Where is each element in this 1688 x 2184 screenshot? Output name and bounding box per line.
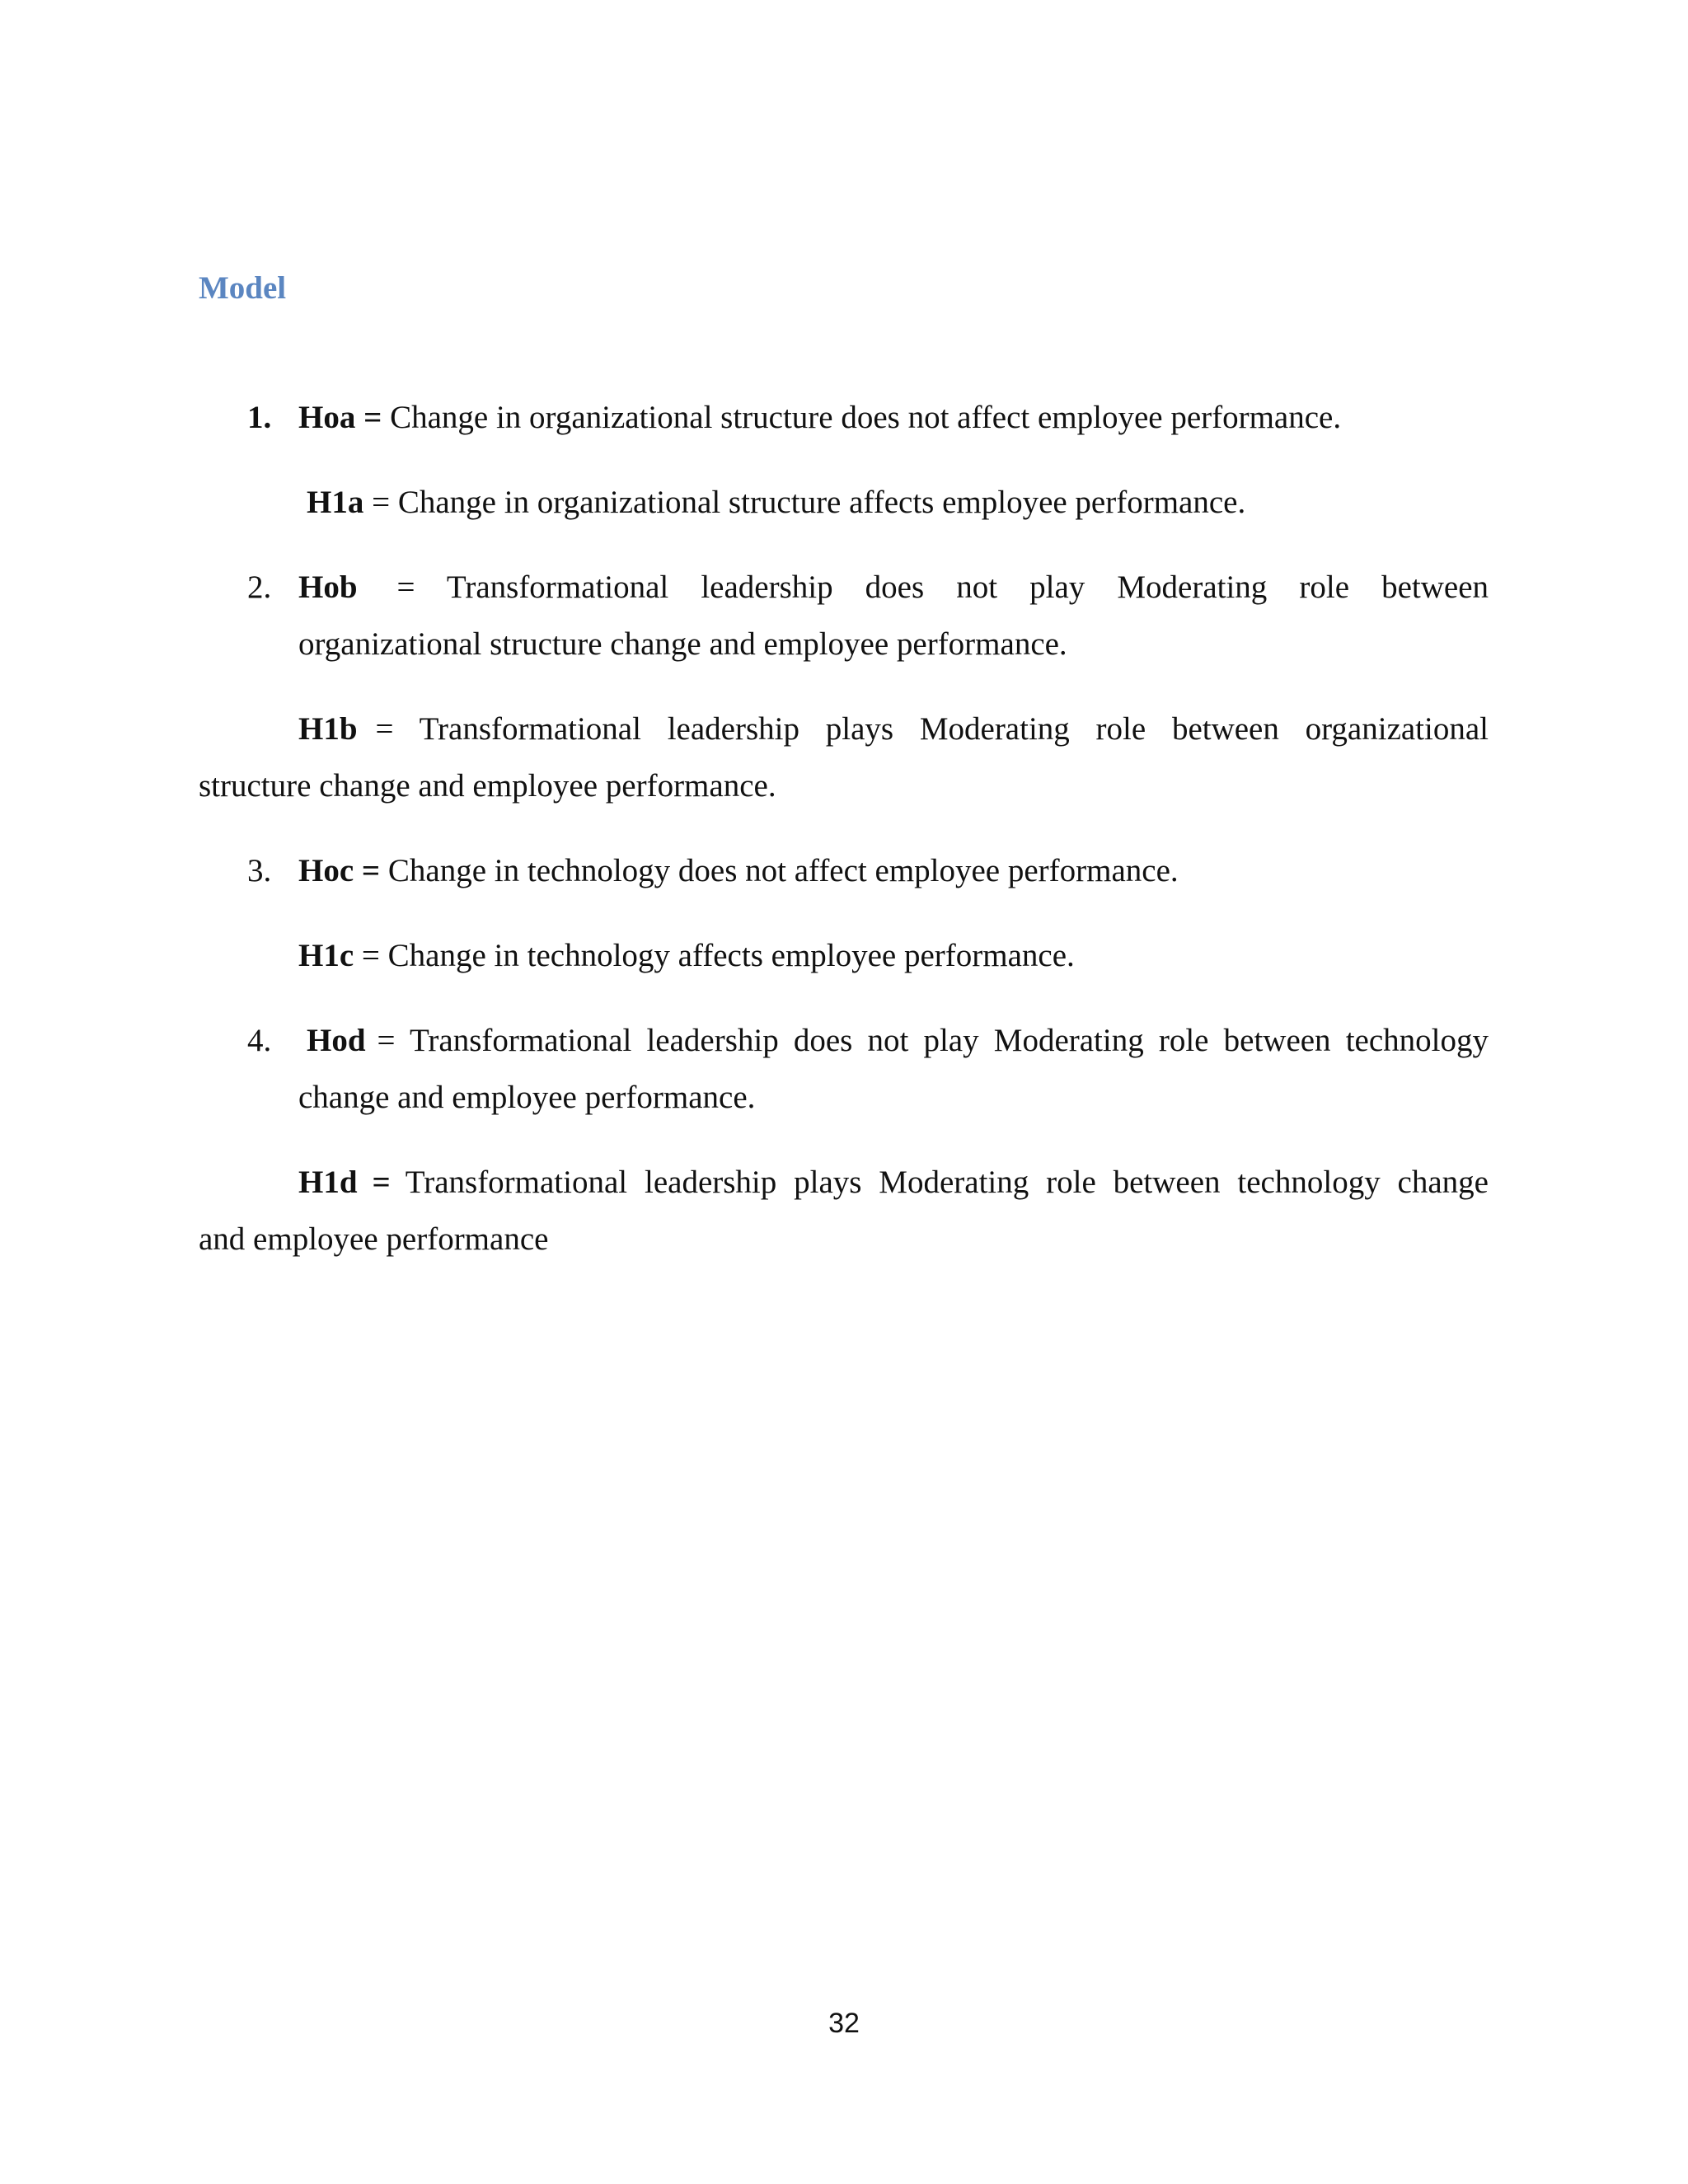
hypothesis-label: H1b — [298, 711, 358, 747]
section-heading: Model — [199, 270, 287, 306]
hypothesis-text: Change in organizational structure affects employee performance. — [397, 485, 1246, 520]
hypothesis-label: H1c — [298, 938, 354, 973]
hypothesis-hod-line-2: change and employee performance. — [298, 1080, 756, 1115]
equals-sign: = — [354, 853, 381, 888]
hypothesis-text: Change in technology affects employee performance. — [387, 938, 1075, 973]
hypothesis-label: Hob — [298, 569, 358, 605]
hypothesis-text: = Transformational leadership does not play Moderating role between — [396, 569, 1489, 605]
hypothesis-label: Hod — [307, 1023, 366, 1058]
hypothesis-h1d-line-2: and employee performance — [199, 1221, 549, 1257]
hypothesis-text: Transformational leadership plays Moderating role between technology change — [405, 1165, 1489, 1200]
hypothesis-text: = Transformational leadership plays Moderating role between organizational — [375, 711, 1489, 747]
list-number-4: 4. — [247, 1023, 272, 1058]
hypothesis-h1d-line-1 — [298, 1162, 1489, 1203]
hypothesis-h1b-line-1 — [298, 709, 1489, 750]
hypothesis-hob-line-1 — [298, 567, 1489, 608]
hypothesis-text: = Transformational leadership does not play Moderating role between technology — [377, 1023, 1489, 1058]
list-number-1: 1. — [247, 400, 272, 435]
hypothesis-h1c — [298, 935, 1075, 977]
equals-sign: = — [354, 938, 388, 973]
hypothesis-label: Hoa — [298, 400, 356, 435]
hypothesis-text: Change in technology does not affect employee performance. — [380, 853, 1179, 888]
hypothesis-h1a — [307, 482, 1245, 523]
equals-sign: = — [372, 1165, 391, 1200]
equals-sign: = — [363, 485, 398, 520]
list-number-3: 3. — [247, 853, 272, 888]
hypothesis-text: Change in organizational structure does not affect employee performance. — [382, 400, 1342, 435]
hypothesis-label: H1d — [298, 1165, 358, 1200]
hypothesis-label: Hoc — [298, 853, 354, 888]
list-number-2: 2. — [247, 569, 272, 605]
equals-sign: = — [355, 400, 382, 435]
hypothesis-hod-line-1 — [307, 1020, 1489, 1062]
hypothesis-hoa — [298, 397, 1341, 438]
hypothesis-hob-line-2: organizational structure change and employee performance. — [298, 626, 1067, 662]
hypothesis-h1b-line-2: structure change and employee performance. — [199, 768, 776, 804]
hypothesis-label: H1a — [307, 485, 364, 520]
page-number: 32 — [828, 2008, 860, 2039]
hypothesis-hoc — [298, 851, 1179, 892]
